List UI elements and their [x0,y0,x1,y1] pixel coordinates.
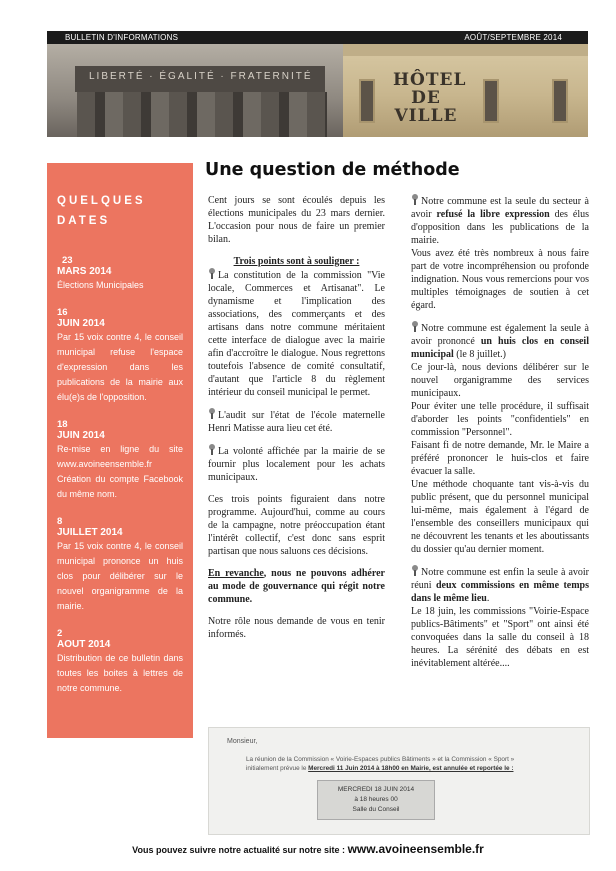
article-title: Une question de méthode [205,160,460,180]
facade-window [483,79,499,123]
text-run: (le 8 juillet.) [453,349,507,360]
points-subheading: Trois points sont à souligner : [233,256,360,267]
facade-roofline [343,44,588,56]
pushpin-icon [208,444,216,455]
notice-line: La réunion de la Commission « Voirie-Espaces publics Bâtiments » et la Commission « Sport » [246,756,515,763]
date-description: Re-mise en ligne du site www.avoineensemble.fr Création du compte Facebook du même nom. [57,444,183,499]
june-meeting-paragraph: Le 18 juin, les commissions "Voirie-Espace publics-Bâtiments" et "Sport" ont ainsi été convoquées dans la salle du conseil à 18 heures. La sérénité des débats en est inévitablement altérée.... [411,606,589,669]
intro-paragraph: Cent jours se sont écoulés depuis les élections municipales du 23 mars dernier. L'occasion pour nous de faire un premier bilan. [208,195,385,245]
new-date-line: Salle du Conseil [352,806,400,813]
closing-paragraph: Notre rôle nous demande de vous en tenir informés. [208,616,385,640]
notice-text: initialement prévue le [246,765,309,772]
date-day: 16 [57,307,68,318]
point-text: La constitution de la commission "Vie locale, Commerces et Artisanat". Le dynamisme et l'implication des associations, des commerçants et des artisans dans notre commune méritaient cette interface de dialogue avec la mairie afin d'accroître le dialogue. Nous regrettons toutefois l'absence de comité consultatif, d'autant que l'article 8 du règlement intérieur du conseil municipal le permet. [208,270,385,398]
revanche-text: , nous ne pouvons adhérer au mode de gouvernance qui régit notre commune. [208,568,385,605]
town-hall-plaque [393,70,467,126]
website-link[interactable]: www.avoineensemble.fr [347,842,484,856]
governance-paragraph [208,567,385,606]
date-description: Élections Municipales [57,280,144,290]
emphasis-text: un huis clos en conseil municipal [411,336,589,360]
text-run: Notre commune est enfin la seule à avoir réuni [411,567,589,591]
plaque-line: DE [411,88,441,108]
date-month: JUILLET 2014 [57,527,123,538]
summary-paragraph: Ces trois points figuraient dans notre programme. Aujourd'hui, comme au cours de la campagne, notre préoccupation étant l'intérêt collectif, c'est donc sans esprit partisan que nous saluons ces décisions. [208,494,385,557]
commissions-paragraph [411,565,589,605]
facade-window [359,79,375,123]
date-day: 23 [62,255,73,266]
sidebar-heading [57,191,183,231]
date-entry [57,628,183,696]
notice-line [246,765,513,772]
new-date-line: à 18 heures 00 [354,796,398,803]
pushpin-icon [208,408,216,419]
emphasis-text: refusé la libre expression [436,209,550,220]
date-day: 2 [57,628,63,639]
date-description: Distribution de ce bulletin dans toutes les boites à lettres de notre commune. [57,653,183,693]
point-paragraph [208,408,385,435]
date-month: MARS 2014 [57,266,112,277]
mayor-paragraph: Faisant fi de notre demande, Mr. le Maire a préféré prononcer le huis-clos et faire évacuer la salle. [411,440,589,477]
article-column-left [208,194,385,650]
date-day: 18 [57,419,68,430]
banner-bar [47,31,588,44]
date-entry [57,516,183,614]
revanche-lead: En revanche [208,568,264,579]
sidebar-heading-line: DATES [57,215,111,227]
key-dates-sidebar [47,163,193,738]
pushpin-icon [411,321,419,332]
issue-date: AOÛT/SEPTEMBRE 2014 [464,33,562,42]
header-banner [47,31,588,137]
text-run: Notre commune est également la seule à avoir prononcé [411,323,589,347]
notice-greeting: Monsieur, [227,738,258,745]
notice-emphasis: Mercredi 11 Juin 2014 à 18h00 en Mairie, est annulée et reportée le : [308,765,514,772]
bulletin-label: BULLETIN D'INFORMATIONS [65,33,179,42]
date-day: 8 [57,516,63,527]
republic-motto: LIBERTÉ · ÉGALITÉ · FRATERNITÉ [89,71,313,82]
new-date-line: MERCREDI 18 JUIN 2014 [337,786,415,793]
sidebar-heading-line: QUELQUES [57,195,146,207]
facade-window [552,79,568,123]
date-description: Par 15 voix contre 4, le conseil municipal refuse l'espace d'expression dans les publications de la mairie aux élu(e)s de l'opposition. [57,332,183,402]
point-text: L'audit sur l'état de l'école maternelle Henri Matisse aura lieu cet été. [208,410,385,434]
pushpin-icon [411,194,419,205]
footer-text: Vous pouvez suivre notre actualité sur notre site : [132,845,348,855]
method-paragraph: Une méthode choquante tant vis-à-vis du public présent, que du personnel municipal lui-même, mais également à l'égard de l'ensemble des conseillers municipaux qui ne découvrent les tenants et les aboutissants du dossier qu'au dernier moment. [411,479,589,555]
date-month: JUIN 2014 [57,318,105,329]
procedure-paragraph: Pour éviter une telle procédure, il suffisait d'aborder les points "confidentiels" en commission "Personnel". [411,401,589,438]
emphasis-text: deux commissions en même temps dans le même lieu [411,580,590,604]
date-entry [57,419,183,502]
date-entry [57,307,183,405]
text-run: Notre commune est la seule du secteur à avoir [411,196,589,220]
point-text: La volonté affichée par la mairie de se fournir plus localement pour les achats municipaux. [208,446,385,483]
date-description: Par 15 voix contre 4, le conseil municipal prononce un huis clos pour délibérer sur le nouvel organigramme de la mairie. [57,541,183,611]
point-paragraph [208,444,385,484]
article-column-right [411,194,589,679]
pushpin-icon [411,565,419,576]
town-hall-columns [77,92,327,137]
convocation-notice [208,727,590,835]
text-run: . [486,593,490,604]
point-paragraph [208,268,385,399]
text-run: des élus d'opposition dans les publications de la mairie. [411,209,589,246]
plaque-line: VILLE [394,106,458,126]
organigram-paragraph: Ce jour-là, nous devions délibérer sur le nouvel organigramme des services municipaux. [411,362,589,399]
date-month: AOUT 2014 [57,639,111,650]
huis-clos-paragraph [411,321,589,361]
new-date-box [317,780,435,820]
date-entry [57,255,183,293]
support-paragraph: Vous avez été très nombreux à nous faire part de votre incompréhension ou profonde indignation. Nous vous remercions pour vos multiples témoignages de soutien à cet égard. [411,248,589,311]
date-month: JUIN 2014 [57,430,105,441]
plaque-line: HÔTEL [393,70,467,90]
footer [0,842,616,856]
expression-paragraph [411,194,589,247]
pushpin-icon [208,268,216,279]
